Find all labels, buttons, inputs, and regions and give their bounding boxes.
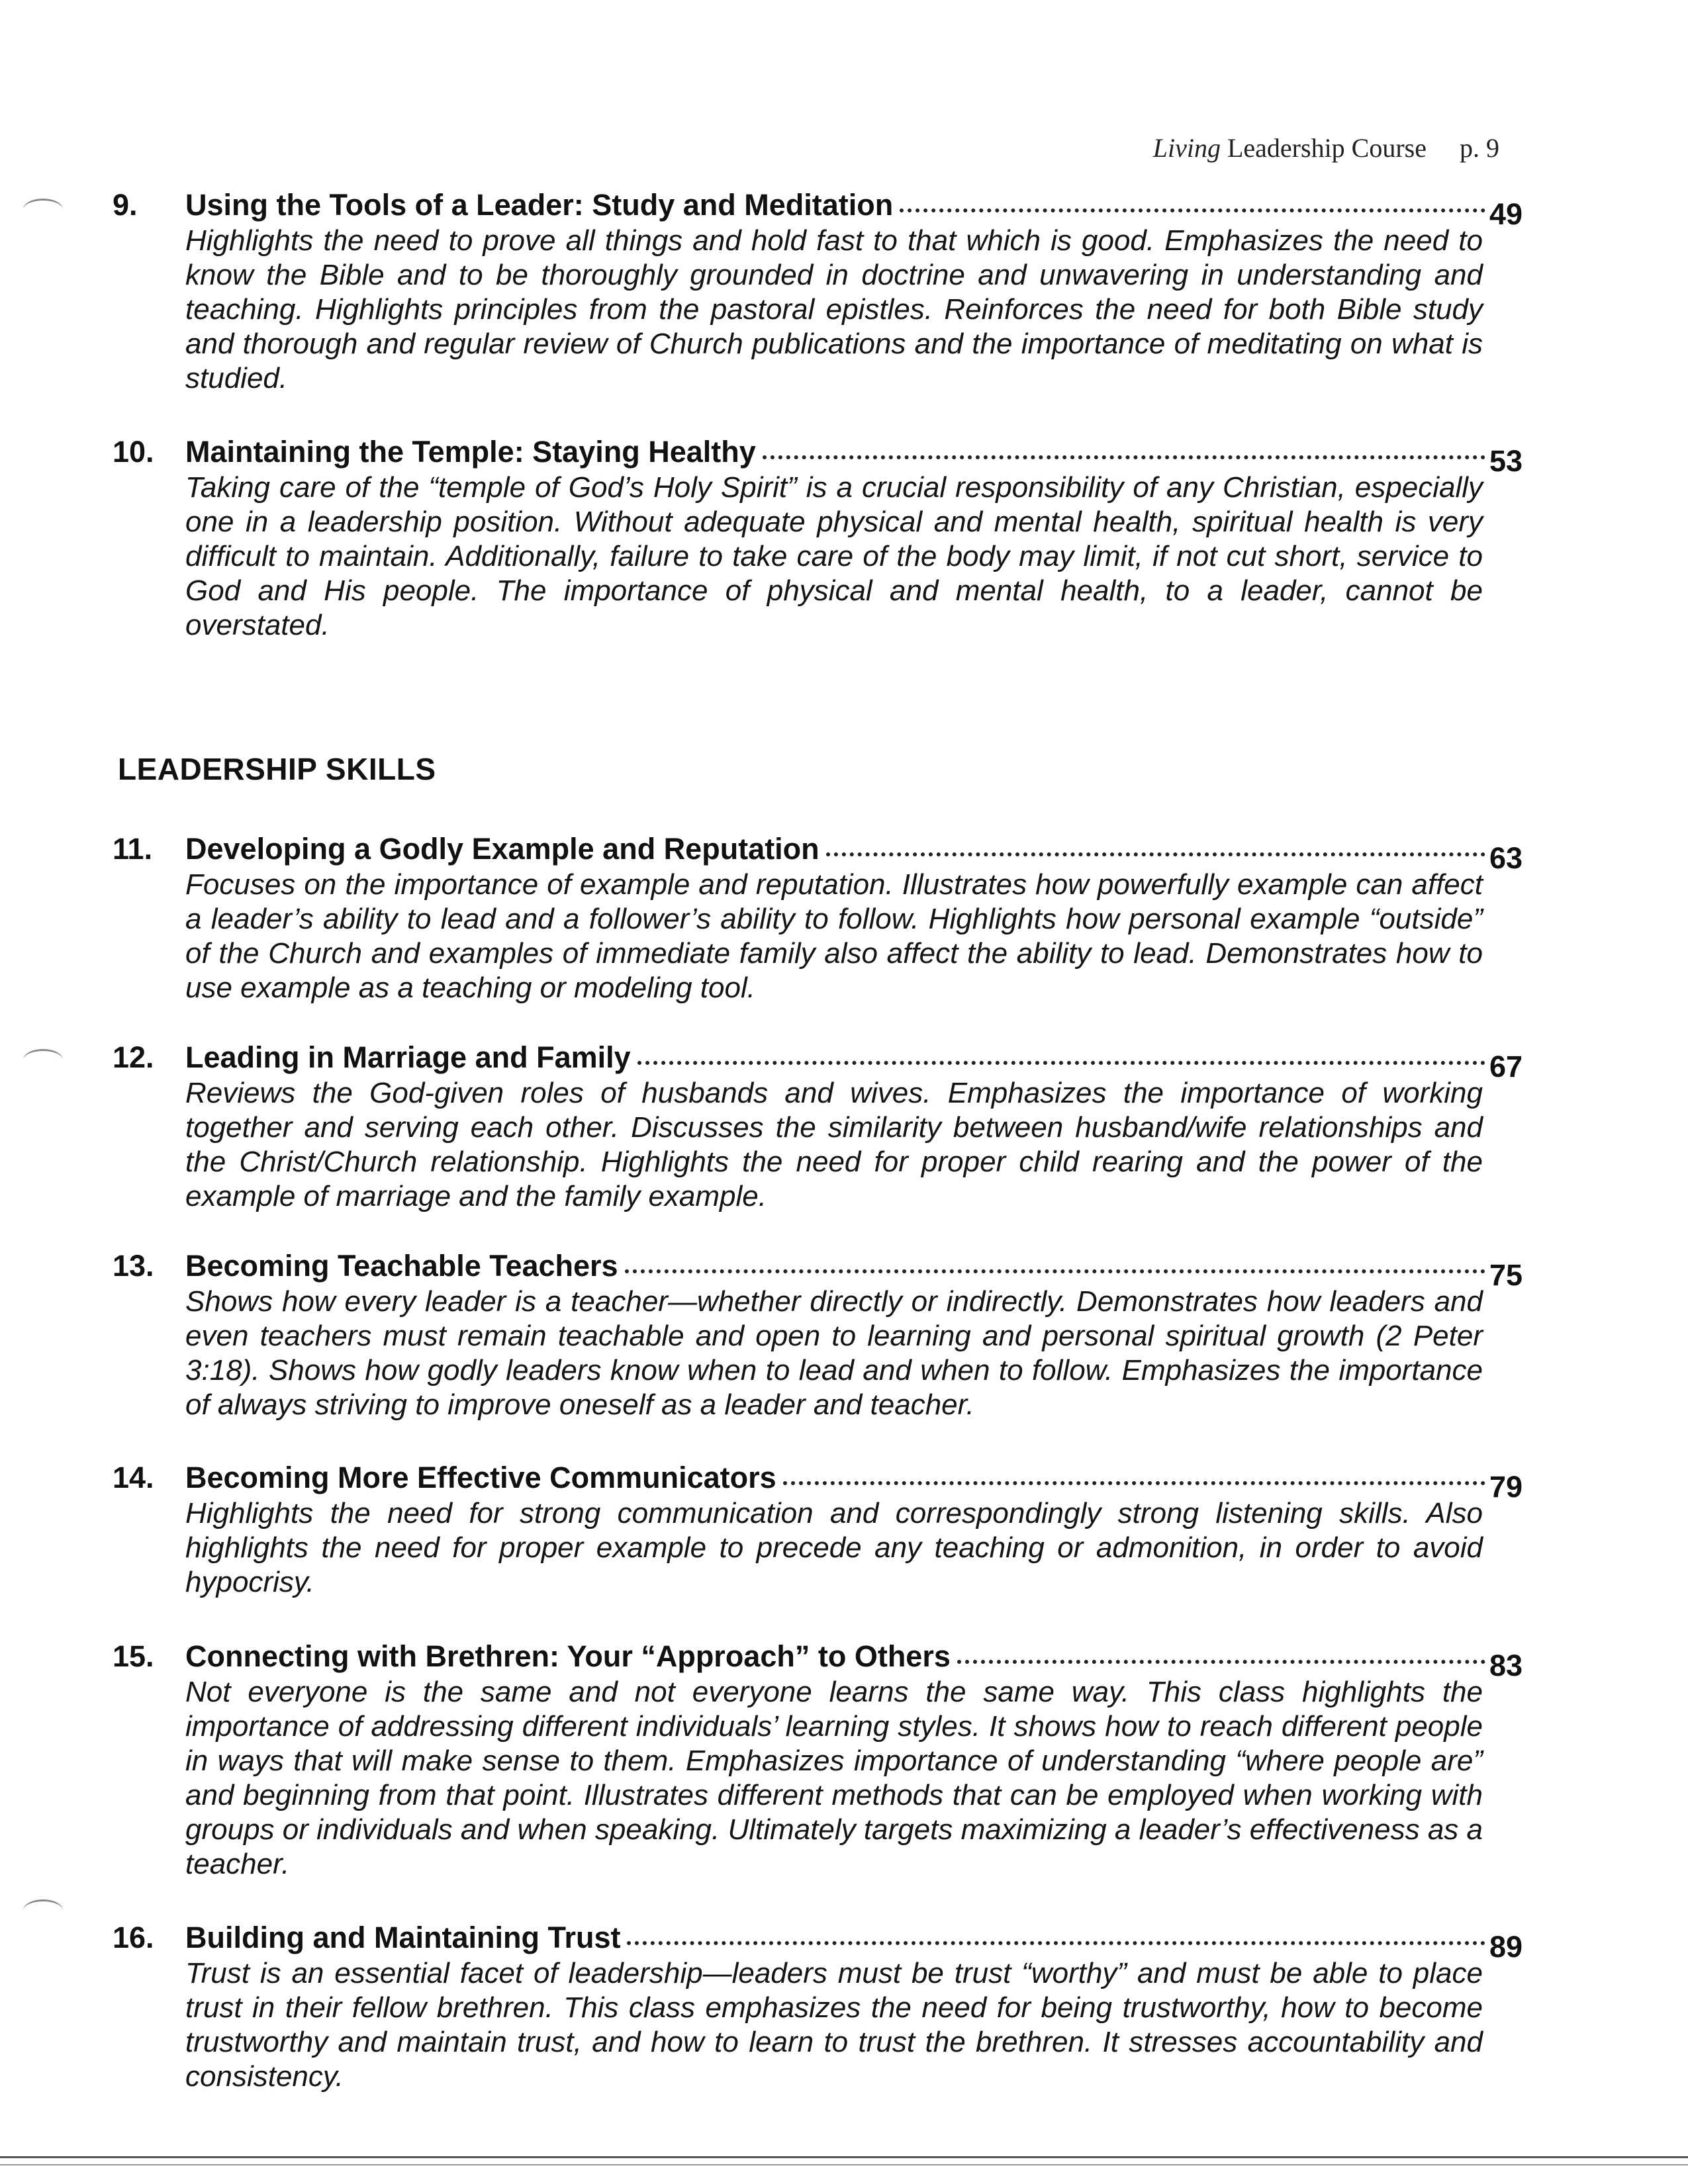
entry-title: Becoming More Effective Communicators [185, 1461, 776, 1494]
entry-number: 12. [113, 1040, 154, 1074]
entry-description: Trust is an essential facet of leadership—leaders must be trust “worthy” and must be able to place trust in their fellow brethren. This class emphasizes the need for being trustworthy, how to become trustworthy and maintain trust, and how to learn to trust the brethren. It stresses accountability and consistency. [185, 1957, 1483, 2093]
scan-punch-mark [23, 1899, 63, 1921]
scan-punch-mark [23, 1049, 63, 1071]
toc-entry [113, 1459, 1523, 1600]
dot-leader [627, 1941, 1485, 1945]
entry-description: Focuses on the importance of example and reputation. Illustrates how powerfully example can affect a leader’s ability to lead and a follower’s ability to follow. Highlights how personal example “outside” of the Church and examples of immediate family also affect the ability to lead. Demonstrates how to use example as a teaching or modeling tool. [185, 868, 1483, 1004]
toc-entry [113, 433, 1523, 643]
entry-number: 13. [113, 1249, 154, 1283]
running-header [1153, 132, 1499, 163]
entry-description: Taking care of the “temple of God’s Holy Spirit” is a crucial responsibility of any Christian, especially one in a leadership position. Without adequate physical and mental health, spiritual health is very difficult to maintain. Additionally, failure to take care of the body may limit, if not cut short, service to God and His people. The importance of physical and mental health, to a leader, cannot be overstated. [185, 471, 1483, 641]
dot-leader [900, 208, 1485, 212]
entry-page-number: 79 [1489, 1470, 1523, 1504]
scan-punch-mark [23, 199, 63, 220]
toc-entry-heading [113, 1248, 1523, 1292]
dot-leader [957, 1660, 1485, 1664]
toc-entry-heading [113, 433, 1523, 478]
toc-entry-heading [113, 1459, 1523, 1504]
entry-page-number: 83 [1489, 1649, 1523, 1682]
toc-entry [113, 1638, 1523, 1882]
entry-title: Connecting with Brethren: Your “Approach” to Others [185, 1639, 951, 1673]
toc-entry-heading [113, 831, 1523, 875]
toc-entry-heading [113, 1638, 1523, 1682]
entry-number: 14. [113, 1461, 154, 1494]
entry-description: Shows how every leader is a teacher—whether directly or indirectly. Demonstrates how leaders and even teachers must remain teachable and open to learning and personal spiritual growth (2 Peter 3:18). Shows how godly leaders know when to lead and when to follow. Emphasizes the importance of always striving to improve oneself as a leader and teacher. [185, 1285, 1483, 1421]
entry-page-number: 53 [1489, 444, 1523, 478]
entry-page-number: 89 [1489, 1930, 1523, 1964]
dot-leader [625, 1269, 1485, 1273]
entry-title: Leading in Marriage and Family [185, 1040, 631, 1074]
entry-title: Using the Tools of a Leader: Study and Meditation [185, 188, 894, 222]
entry-description: Reviews the God-given roles of husbands and wives. Emphasizes the importance of working together and serving each other. Discusses the similarity between husband/wife relationships and the Christ/Church relationship. Highlights the need for proper child rearing and the power of the example of marriage and the family example. [185, 1077, 1483, 1212]
entry-number: 9. [113, 188, 138, 222]
toc-entry-heading [113, 187, 1523, 231]
course-name-rest: Leadership Course [1227, 133, 1427, 163]
course-name-italic: Living [1152, 133, 1221, 163]
entry-description: Highlights the need for strong communication and correspondingly strong listening skills. Also highlights the need for proper example to precede any teaching or admonition, in order to avoid hypocrisy. [185, 1497, 1483, 1598]
section-heading: LEADERSHIP SKILLS [118, 752, 436, 786]
toc-entry [113, 831, 1523, 1005]
dot-leader [763, 455, 1485, 459]
entry-title: Developing a Godly Example and Reputation [185, 832, 820, 866]
entry-page-number: 75 [1489, 1258, 1523, 1292]
entry-number: 15. [113, 1639, 154, 1673]
entry-title: Building and Maintaining Trust [185, 1921, 621, 1954]
page-number: p. 9 [1460, 133, 1499, 163]
toc-entry [113, 1919, 1523, 2094]
toc-entry [113, 187, 1523, 396]
entry-title: Maintaining the Temple: Staying Healthy [185, 435, 756, 469]
entry-page-number: 49 [1489, 197, 1523, 231]
toc-entry-heading [113, 1919, 1523, 1964]
toc-entry [113, 1039, 1523, 1214]
toc-entry [113, 1248, 1523, 1422]
entry-description: Highlights the need to prove all things and hold fast to that which is good. Emphasizes the need to know the Bible and to be thoroughly grounded in doctrine and unwavering in understanding and teaching. Highlights principles from the pastoral epistles. Reinforces the need for both Bible study and thorough and regular review of Church publications and the importance of meditating on what is studied. [185, 224, 1483, 394]
entry-number: 10. [113, 435, 154, 469]
dot-leader [637, 1061, 1485, 1065]
entry-number: 11. [113, 832, 153, 866]
dot-leader [783, 1481, 1485, 1485]
scan-edge-rule [0, 2156, 1688, 2158]
scan-edge-rule [0, 2164, 1688, 2165]
entry-title: Becoming Teachable Teachers [185, 1249, 618, 1283]
toc-entry-heading [113, 1039, 1523, 1083]
entry-page-number: 63 [1489, 841, 1523, 875]
entry-number: 16. [113, 1921, 154, 1954]
entry-page-number: 67 [1489, 1050, 1523, 1083]
entry-description: Not everyone is the same and not everyone learns the same way. This class highlights the importance of addressing different individuals’ learning styles. It shows how to reach different people in ways that will make sense to them. Emphasizes importance of understanding “where people are” and beginning from that point. Illustrates different methods that can be employed when working with groups or individuals and when speaking. Ultimately targets maximizing a leader’s effectiveness as a teacher. [185, 1676, 1483, 1880]
dot-leader [826, 852, 1485, 856]
